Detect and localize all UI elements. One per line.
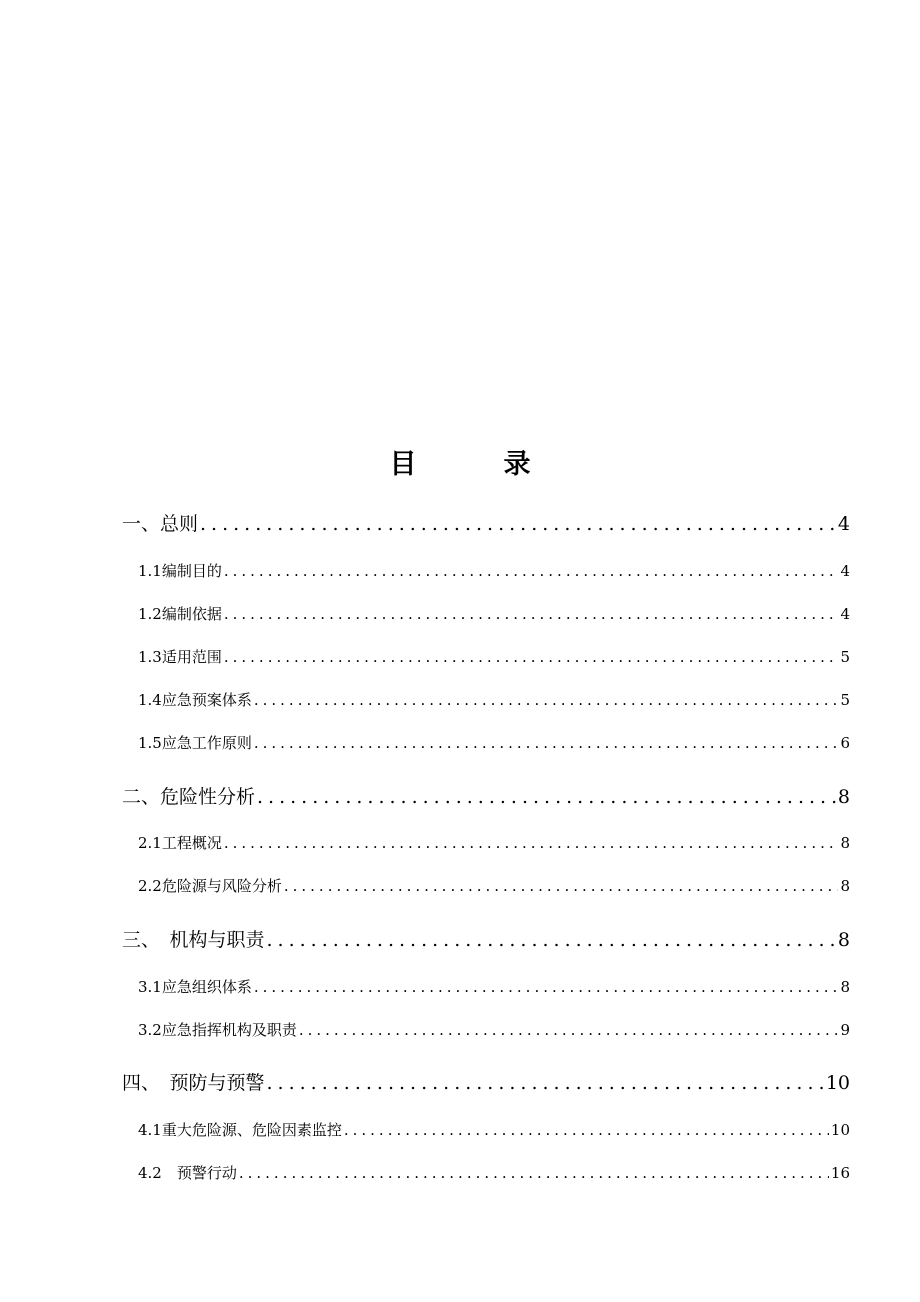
dot-leader	[299, 1017, 839, 1043]
toc-entry-label: 1.3适用范围	[138, 648, 222, 666]
toc-entry-page: 10	[830, 1121, 850, 1139]
dot-leader	[224, 601, 839, 627]
dot-leader	[239, 1160, 829, 1186]
toc-entry-page: 4	[840, 562, 850, 580]
toc-entry-label: 三、 机构与职责	[122, 929, 265, 951]
toc-entry-page: 5	[840, 691, 850, 709]
dot-leader	[254, 687, 839, 713]
toc-entry-label: 一、总则	[122, 513, 199, 535]
toc-entry-page: 4	[837, 513, 850, 535]
toc-entry-1-4[interactable]	[138, 687, 850, 713]
toc-entry-page: 9	[840, 1021, 850, 1039]
dot-leader	[284, 873, 839, 899]
toc-entry-1-5[interactable]	[138, 730, 850, 756]
dot-leader	[254, 730, 839, 756]
toc-entry-label: 3.2应急指挥机构及职责	[138, 1021, 297, 1039]
toc-entry-1[interactable]	[122, 509, 850, 539]
toc-entry-page: 8	[840, 834, 850, 852]
toc-entry-page: 10	[825, 1072, 850, 1094]
toc-entry-label: 二、危险性分析	[122, 786, 256, 808]
toc-entry-label: 4.1重大危险源、危险因素监控	[138, 1121, 342, 1139]
toc-entry-label: 1.4应急预案体系	[138, 691, 252, 709]
dot-leader	[224, 644, 839, 670]
toc-entry-page: 16	[830, 1164, 850, 1182]
toc-entry-label: 1.1编制目的	[138, 562, 222, 580]
toc-entry-2-2[interactable]	[138, 873, 850, 899]
toc-entry-1-3[interactable]	[138, 644, 850, 670]
toc-entry-label: 4.2 预警行动	[138, 1164, 237, 1182]
toc-entry-2[interactable]	[122, 782, 850, 812]
toc-entry-1-2[interactable]	[138, 601, 850, 627]
dot-leader	[267, 1068, 824, 1098]
toc-entry-1-1[interactable]	[138, 558, 850, 584]
toc-entry-3-2[interactable]	[138, 1017, 850, 1043]
dot-leader	[254, 974, 839, 1000]
toc-entry-page: 8	[837, 929, 850, 951]
toc-entry-2-1[interactable]	[138, 830, 850, 856]
toc-entry-4-1[interactable]	[138, 1117, 850, 1143]
toc-entry-4[interactable]	[122, 1068, 850, 1098]
dot-leader	[224, 558, 839, 584]
toc-entry-page: 8	[837, 786, 850, 808]
toc-entry-page: 4	[840, 605, 850, 623]
dot-leader	[344, 1117, 829, 1143]
toc-entry-label: 1.2编制依据	[138, 605, 222, 623]
toc-entry-4-2[interactable]	[138, 1160, 850, 1186]
toc-entry-page: 6	[840, 734, 850, 752]
toc-entry-label: 2.2危险源与风险分析	[138, 877, 282, 895]
toc-entry-3[interactable]	[122, 925, 850, 955]
toc-entry-label: 2.1工程概况	[138, 834, 222, 852]
toc-entry-3-1[interactable]	[138, 974, 850, 1000]
toc-entry-label: 3.1应急组织体系	[138, 978, 252, 996]
toc-entry-page: 8	[840, 978, 850, 996]
dot-leader	[257, 782, 836, 812]
dot-leader	[224, 830, 839, 856]
toc-entry-page: 8	[840, 877, 850, 895]
dot-leader	[267, 925, 836, 955]
toc-entry-label: 四、 预防与预警	[122, 1072, 265, 1094]
toc-title: 目 录	[389, 449, 561, 480]
toc-entry-page: 5	[840, 648, 850, 666]
toc-entry-label: 1.5应急工作原则	[138, 734, 252, 752]
dot-leader	[200, 509, 836, 539]
